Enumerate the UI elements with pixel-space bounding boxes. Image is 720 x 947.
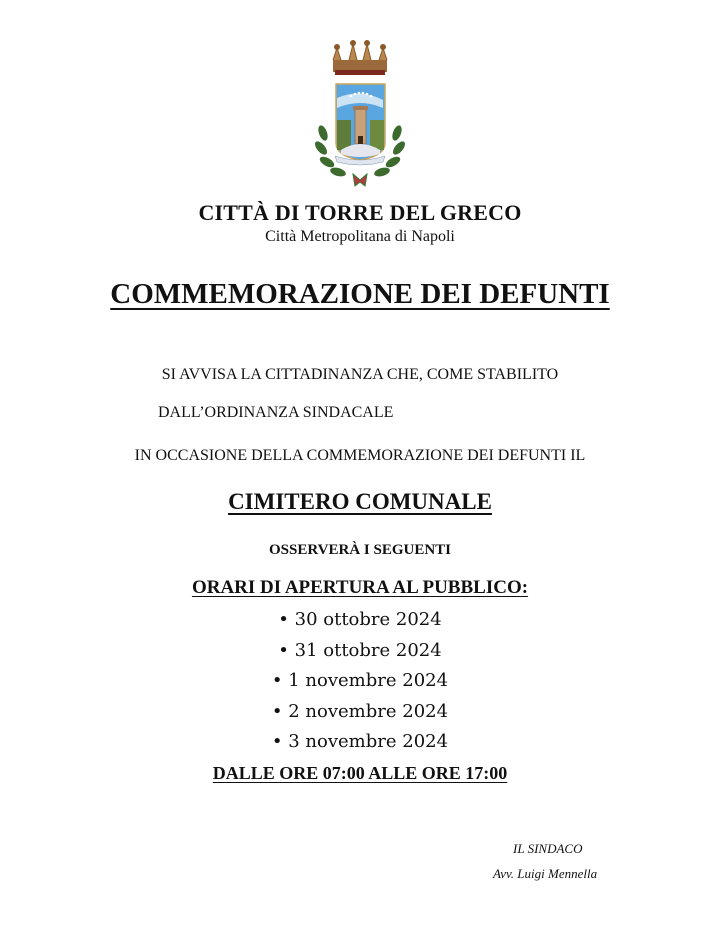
city-title: CITTÀ DI TORRE DEL GRECO xyxy=(198,200,522,225)
notice-line-1: SI AVVISA LA CITTADINANZA CHE, COME STABILITO xyxy=(161,366,559,383)
opening-hours: DALLE ORE 07:00 ALLE ORE 17:00 xyxy=(212,763,508,783)
hours-heading: ORARI DI APERTURA AL PUBBLICO: xyxy=(191,577,529,598)
coat-of-arms-icon xyxy=(305,38,415,188)
signature-name: Avv. Luigi Mennella xyxy=(493,866,598,881)
notice-line-2: DALL’ORDINANZA SINDACALE xyxy=(158,404,394,421)
date-item: • 30 ottobre 2024 xyxy=(278,609,442,630)
observe-text: OSSERVERÀ I SEGUENTI xyxy=(268,542,452,558)
cemetery-heading: CIMITERO COMUNALE xyxy=(228,489,492,514)
notice-line-3: IN OCCASIONE DELLA COMMEMORAZIONE DEI DEFUNTI IL xyxy=(134,447,586,464)
crown-icon xyxy=(333,40,387,75)
notice-title: COMMEMORAZIONE DEI DEFUNTI xyxy=(110,278,610,310)
date-item: • 3 novembre 2024 xyxy=(271,731,449,752)
date-item: • 1 novembre 2024 xyxy=(271,670,449,691)
date-item: • 2 novembre 2024 xyxy=(271,700,449,722)
dates-list xyxy=(0,605,720,758)
date-item: • 31 ottobre 2024 xyxy=(278,639,442,661)
signature-role: IL SINDACO xyxy=(513,841,583,856)
metro-subtitle: Città Metropolitana di Napoli xyxy=(265,228,455,245)
